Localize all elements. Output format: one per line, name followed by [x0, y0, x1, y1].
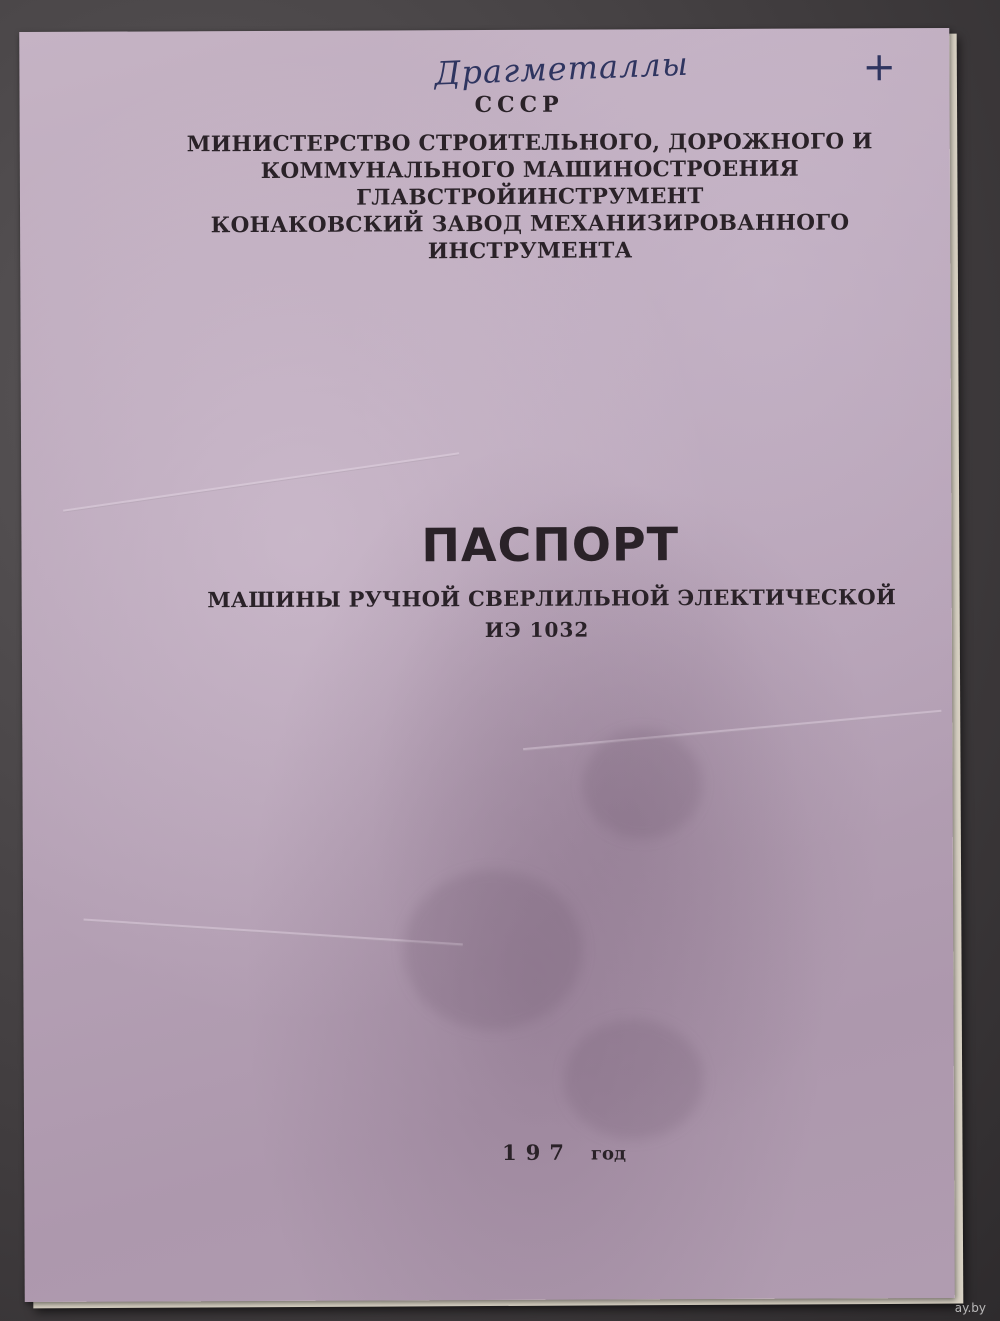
year-line: [502, 1139, 626, 1165]
handwritten-note: Драгметаллы: [433, 44, 690, 93]
site-watermark: ay.by: [954, 1301, 986, 1315]
ministry-line-1: МИНИСТЕРСТВО СТРОИТЕЛЬНОГО, ДОРОЖНОГО И: [186, 129, 873, 158]
year-word: год: [590, 1143, 627, 1165]
passport-cover: [19, 28, 955, 1302]
year-digits: 197: [502, 1139, 574, 1165]
paper-crease: [63, 452, 459, 512]
model-number: ИЭ 1032: [484, 617, 590, 643]
paper-crease: [523, 710, 942, 751]
factory-line-1: КОНАКОВСКИЙ ЗАВОД МЕХАНИЗИРОВАННОГО: [210, 210, 850, 239]
paper-stain: [403, 870, 584, 1031]
country-label: СССР: [474, 91, 564, 119]
paper-stain: [564, 1019, 705, 1140]
document-title: ПАСПОРТ: [421, 517, 680, 573]
handwritten-plus: +: [862, 44, 897, 91]
factory-line-2: ИНСТРУМЕНТА: [427, 238, 633, 265]
issuer-header: [170, 128, 891, 266]
department-line: ГЛАВСТРОЙИНСТРУМЕНТ: [356, 184, 704, 211]
document-subtitle: МАШИНЫ РУЧНОЙ СВЕРЛИЛЬНОЙ ЭЛЕКТИЧЕСКОЙ: [207, 584, 897, 613]
ministry-line-2: КОММУНАЛЬНОГО МАШИНОСТРОЕНИЯ: [260, 156, 800, 184]
paper-stain: [582, 729, 702, 840]
